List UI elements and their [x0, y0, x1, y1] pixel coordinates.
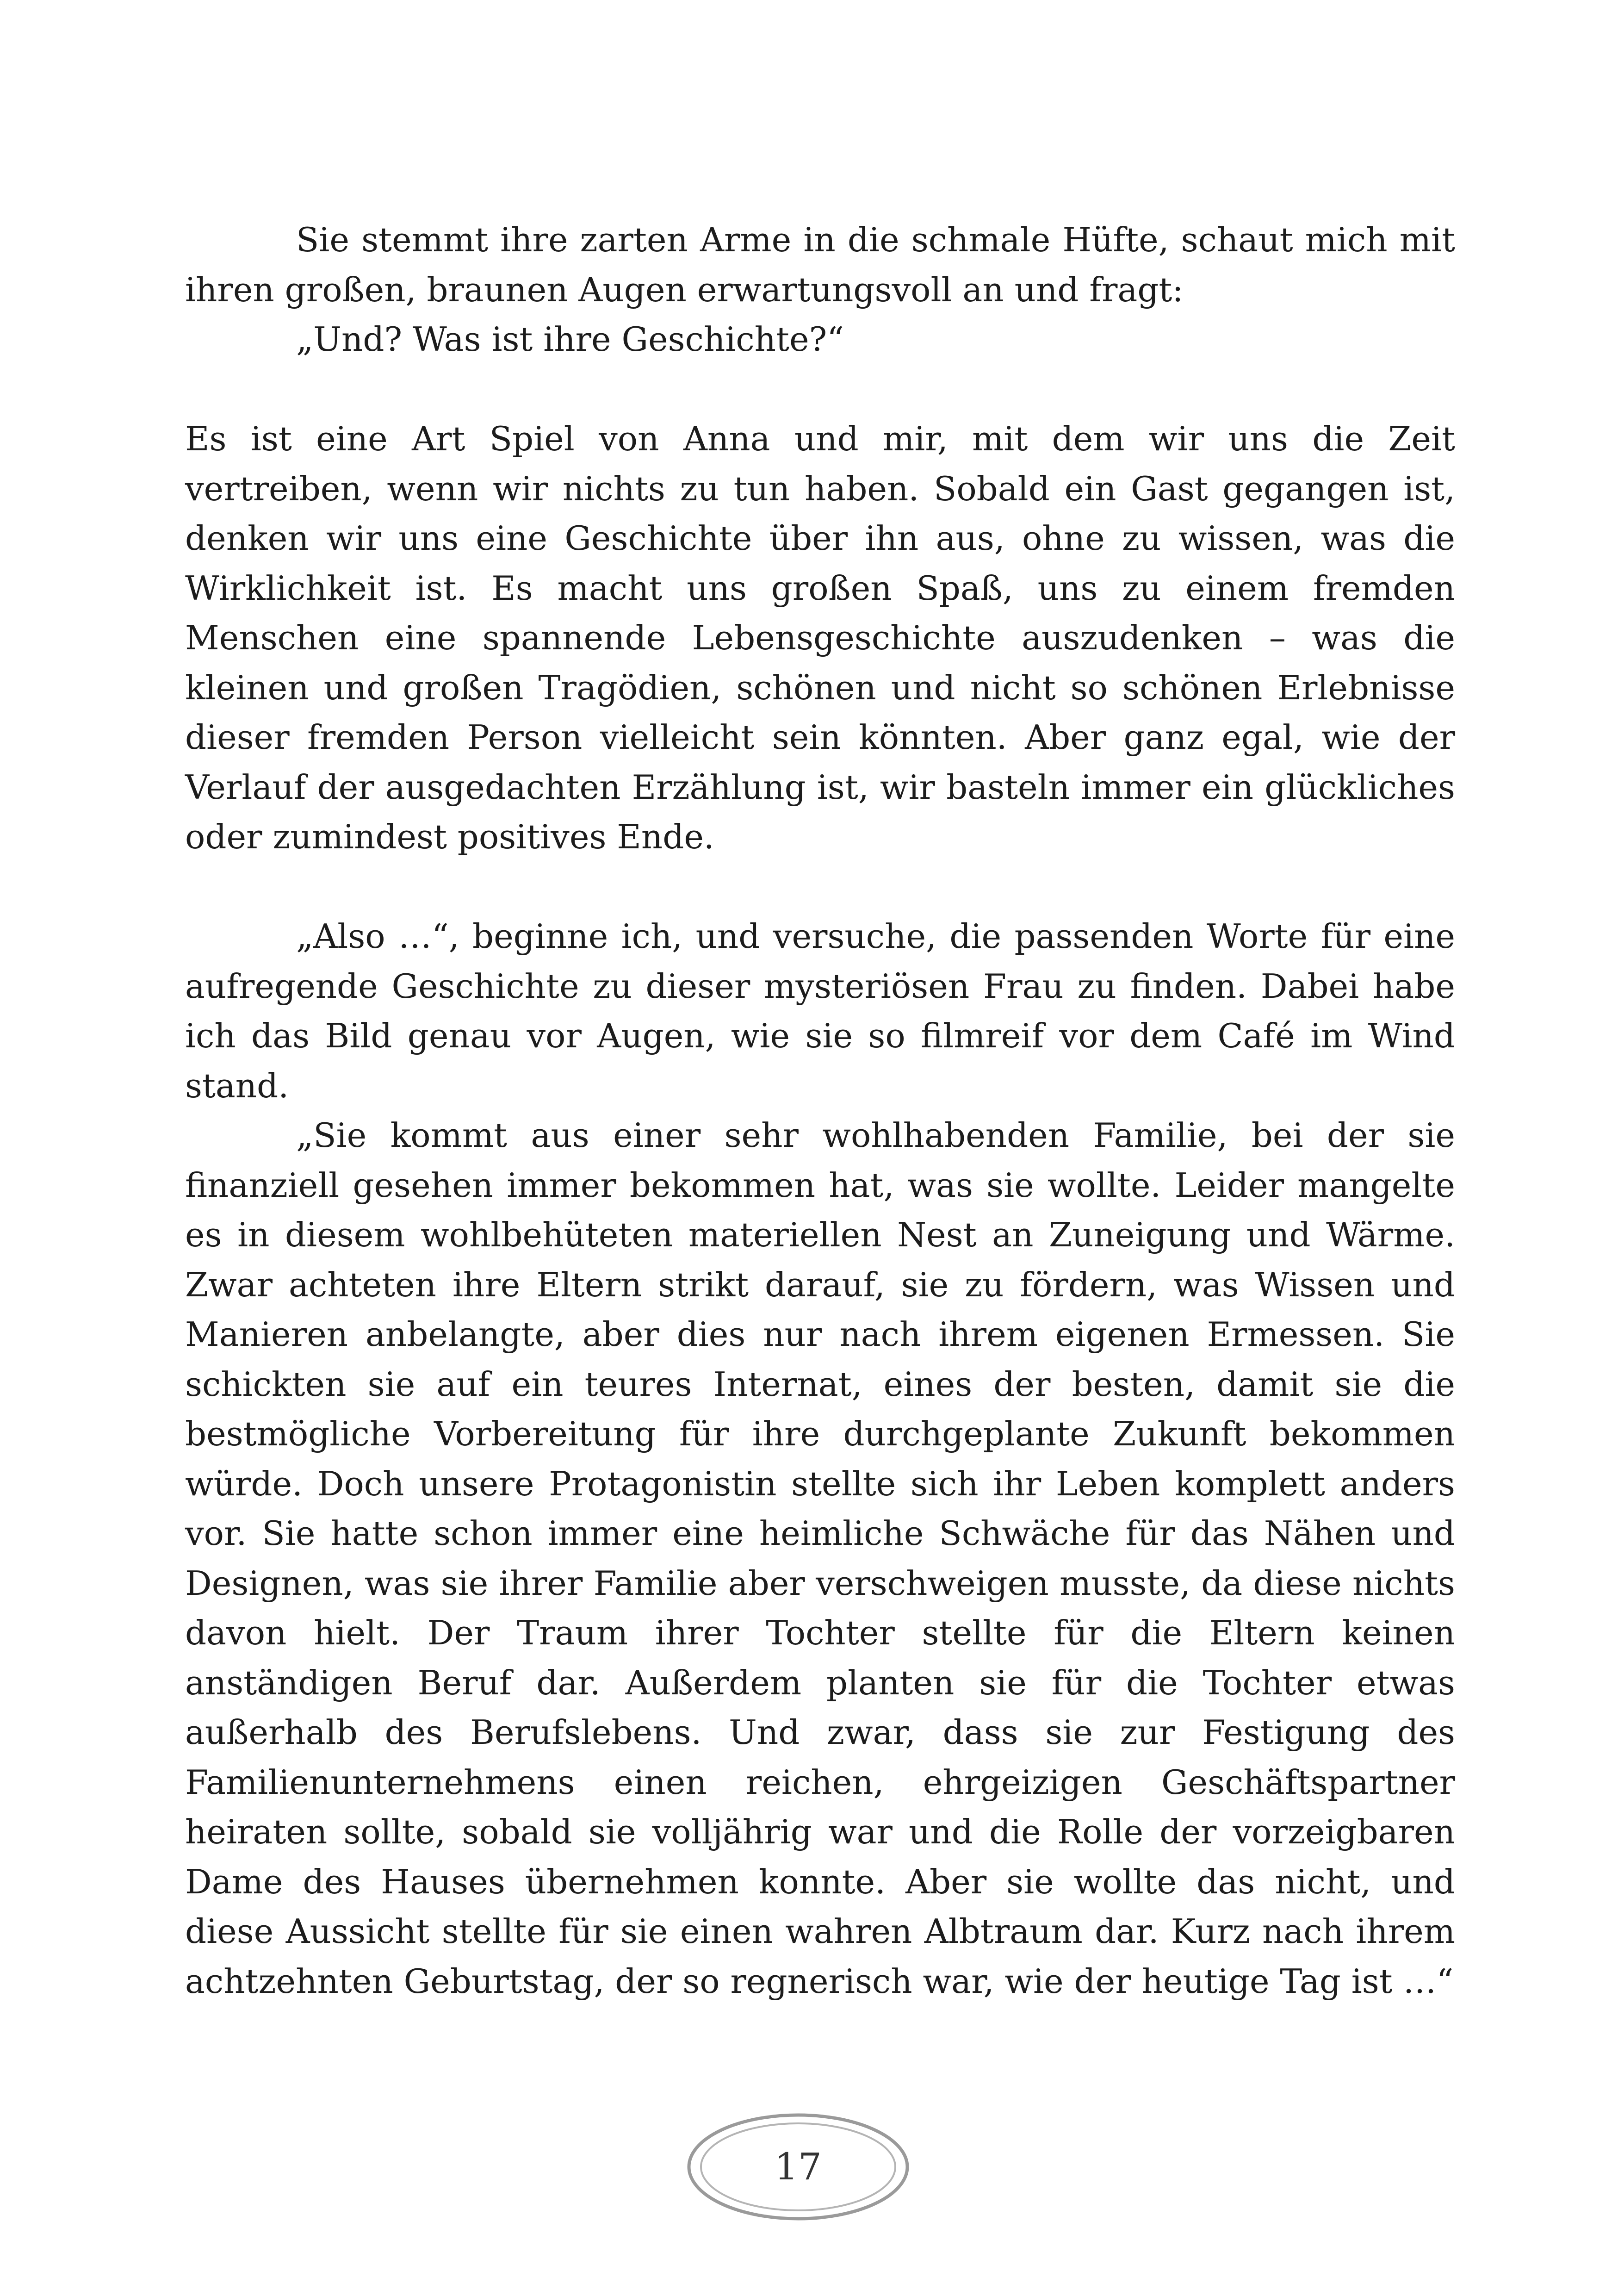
text-block-intro	[185, 215, 1455, 365]
paragraph-5: „Sie kommt aus einer sehr wohlhabenden Familie, bei der sie finanziell gesehen immer bekommen hat, was sie wollte. Leider mangelte es in diesem wohlbehüteten materiellen Nest an Zuneigung und Wärme. Zwar achteten ihre Eltern strikt darauf, sie zu fördern, was Wissen und Manieren anbelangte, aber dies nur nach ihrem eigenen Ermessen. Sie schickten sie auf ein teures Internat, eines der besten, damit sie die bestmögliche Vorbereitung für ihre durchgeplante Zukunft bekommen würde. Doch unsere Protagonistin stellte sich ihr Leben komplett anders vor. Sie hatte schon immer eine heimliche Schwäche für das Nähen und Designen, was sie ihrer Familie aber verschweigen musste, da diese nichts davon hielt. Der Traum ihrer Tochter stellte für die Eltern keinen anständigen Beruf dar. Außerdem planten sie für die Tochter etwas außerhalb des Berufslebens. Und zwar, dass sie zur Festigung des Familienunternehmens einen reichen, ehrgeizigen Geschäftspartner heiraten sollte, sobald sie volljährig war und die Rolle der vorzeigbaren Dame des Hauses übernehmen konnte. Aber sie wollte das nicht, und diese Aussicht stellte für sie einen wahren Albtraum dar. Kurz nach ihrem achtzehnten Geburtstag, der so regnerisch war, wie der heutige Tag ist …“	[185, 1116, 1455, 2001]
page-number: 17	[775, 2145, 822, 2188]
paragraph-1: Sie stemmt ihre zarten Arme in die schmale Hüfte, schaut mich mit ihren großen, braunen Augen erwartungsvoll an und fragt:	[185, 220, 1455, 309]
paragraph-3: Es ist eine Art Spiel von Anna und mir, mit dem wir uns die Zeit vertreiben, wenn wir nichts zu tun haben. Sobald ein Gast gegangen ist, denken wir uns eine Geschichte über ihn aus, ohne zu wissen, was die Wirklichkeit ist. Es macht uns großen Spaß, uns zu einem fremden Menschen eine spannende Lebensgeschichte auszudenken – was die kleinen und großen Tragödien, schönen und nicht so schönen Erlebnisse dieser fremden Person vielleicht sein könnten. Aber ganz egal, wie der Verlauf der ausgedachten Erzählung ist, wir basteln immer ein glückliches oder zumindest positives Ende.	[185, 419, 1455, 856]
text-block-game-description	[185, 414, 1455, 862]
page-number-ornament	[685, 2111, 911, 2222]
paragraph-4: „Also …“, beginne ich, und versuche, die passenden Worte für eine aufregende Geschichte zu dieser mysteriösen Frau zu finden. Dabei habe ich das Bild genau vor Augen, wie sie so filmreif vor dem Café im Wind stand.	[185, 917, 1455, 1105]
text-block-story	[185, 912, 1455, 2006]
paragraph-2: „Und? Was ist ihre Geschichte?“	[296, 320, 844, 359]
